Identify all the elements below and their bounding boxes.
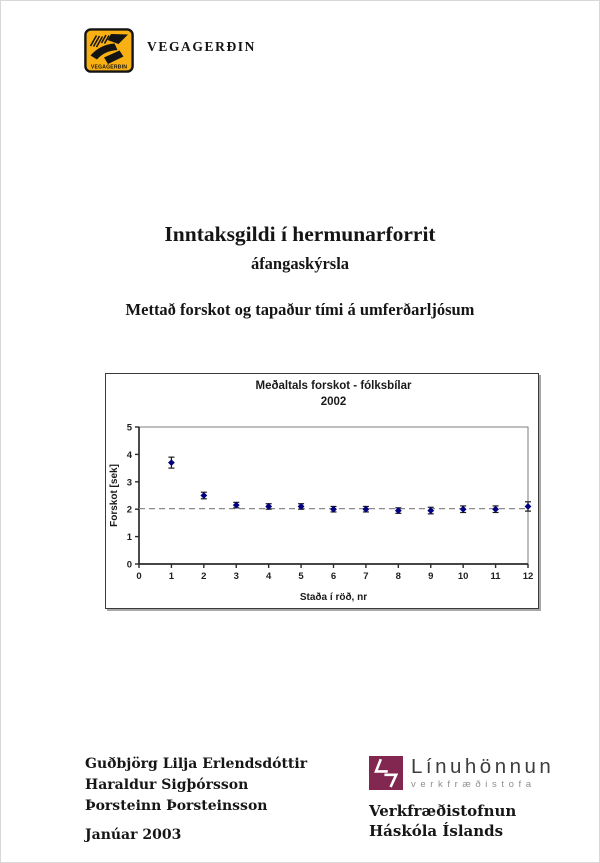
- svg-text:0: 0: [136, 571, 142, 582]
- institute-line: Verkfræðistofnun: [369, 802, 517, 820]
- svg-text:8: 8: [395, 571, 401, 582]
- institute-line: Háskóla Íslands: [369, 822, 504, 840]
- svg-text:11: 11: [490, 571, 501, 582]
- svg-text:Staða í röð, nr: Staða í röð, nr: [299, 592, 368, 603]
- svg-text:5: 5: [298, 571, 304, 582]
- svg-text:Forskot [sek]: Forskot [sek]: [109, 464, 120, 527]
- report-subtitle: áfangaskýrsla: [250, 254, 350, 273]
- forskot-scatter-chart: [106, 374, 537, 607]
- publisher-block: [369, 756, 554, 841]
- linuhonnun-logo-bg: [369, 756, 403, 790]
- publisher-tagline: verkfræðistofa: [411, 779, 536, 790]
- svg-text:Meðaltals forskot - fólksbílar: Meðaltals forskot - fólksbílar: [255, 380, 412, 392]
- svg-text:3: 3: [126, 477, 132, 489]
- linuhonnun-logo-icon: [369, 756, 403, 790]
- institute-block: [369, 801, 554, 841]
- svg-text:1: 1: [168, 571, 175, 582]
- svg-text:4: 4: [266, 571, 272, 582]
- svg-text:10: 10: [457, 571, 469, 582]
- author-name: Þorsteinn Þorsteinsson: [85, 798, 268, 814]
- brand-name: VEGAGERÐIN: [147, 38, 257, 54]
- vegagerdin-logo-label: VEGAGERÐIN: [90, 64, 128, 71]
- linuhonnun-brand: [369, 756, 554, 790]
- vegagerdin-logo-icon: [84, 28, 134, 73]
- svg-text:2: 2: [201, 571, 207, 582]
- svg-text:2: 2: [126, 504, 132, 516]
- svg-text:0: 0: [126, 559, 132, 571]
- author-name: Guðbjörg Lilja Erlendsdóttir: [85, 756, 308, 772]
- svg-text:12: 12: [522, 571, 534, 582]
- svg-text:7: 7: [363, 571, 369, 582]
- report-title: Inntaksgildi í hermunarforrit: [164, 222, 436, 246]
- svg-text:3: 3: [233, 571, 239, 582]
- svg-text:2002: 2002: [320, 396, 347, 408]
- chart-figure: [105, 373, 539, 609]
- svg-text:6: 6: [330, 571, 337, 582]
- svg-text:9: 9: [428, 571, 434, 582]
- svg-text:4: 4: [126, 449, 132, 461]
- header-brand: [84, 28, 256, 73]
- report-topic: Mettað forskot og tapaður tími á umferðarljósum: [125, 300, 475, 319]
- publisher-company: Línuhönnun: [411, 755, 555, 778]
- svg-text:1: 1: [126, 532, 132, 544]
- author-name: Haraldur Sigþórsson: [85, 777, 249, 793]
- authors-block: [85, 754, 307, 846]
- report-date: Janúar 2003: [85, 827, 182, 843]
- svg-text:5: 5: [126, 422, 132, 434]
